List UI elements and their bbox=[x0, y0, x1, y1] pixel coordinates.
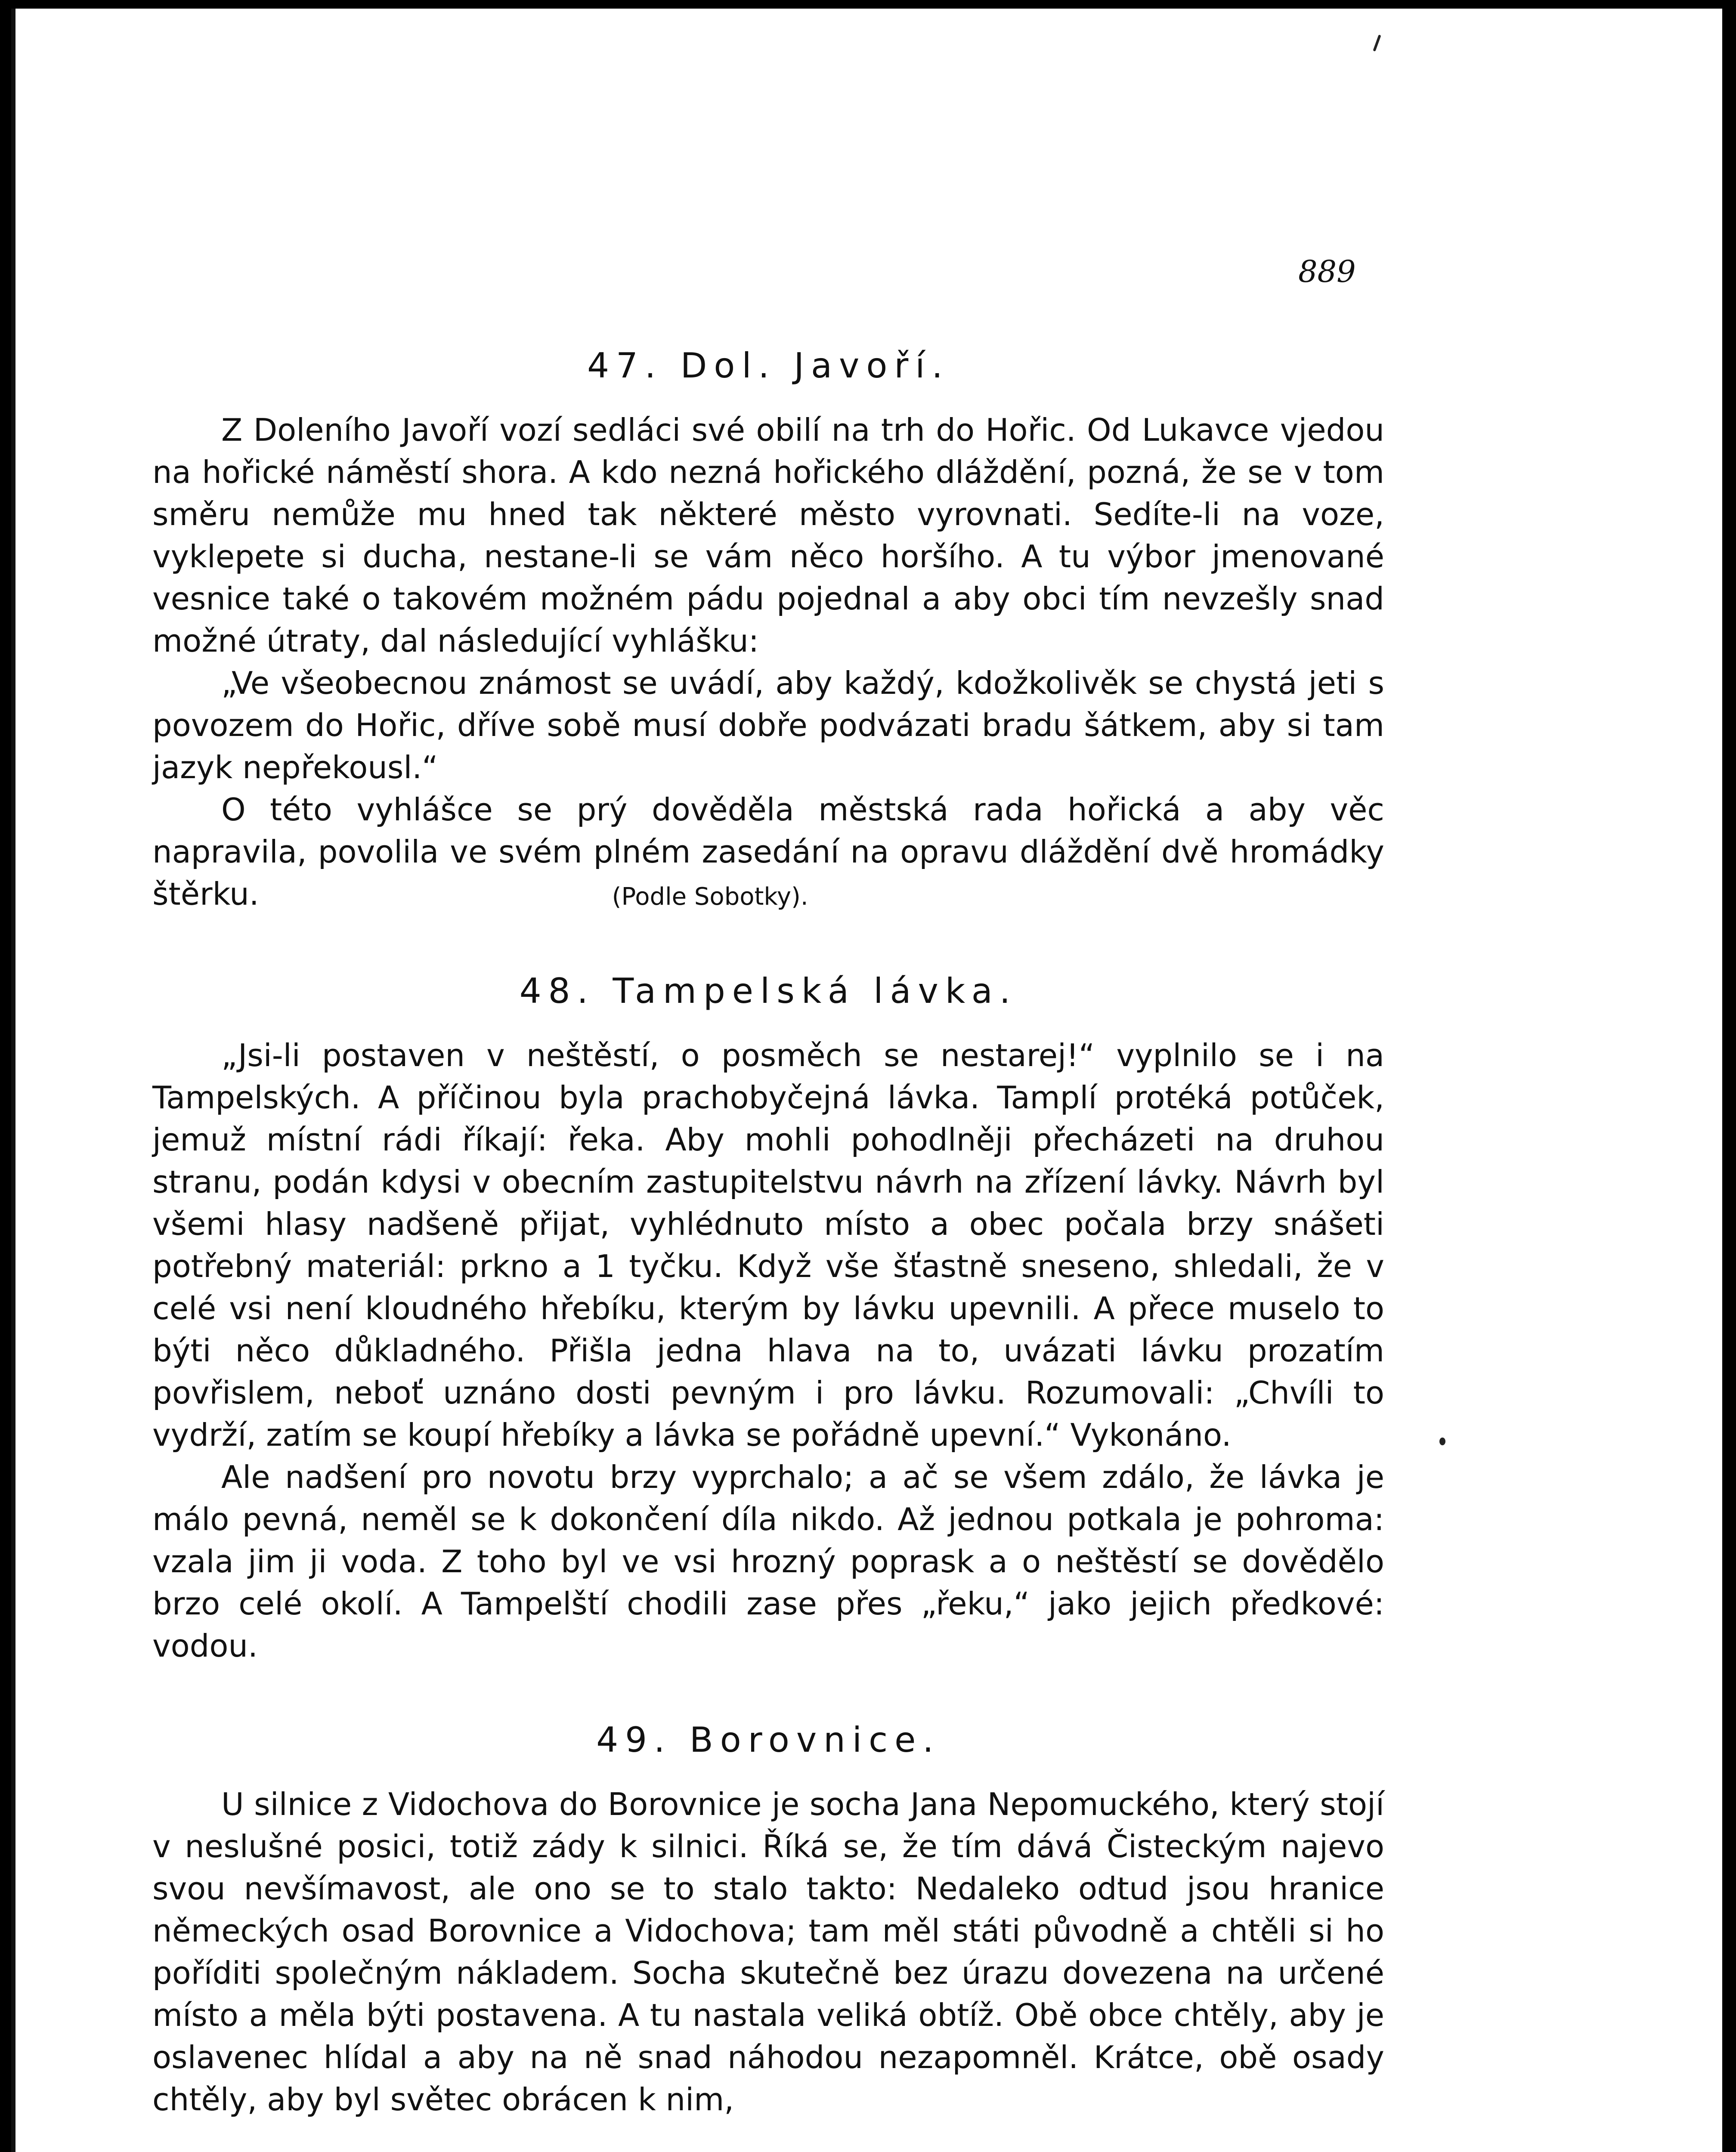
section-heading: 47. Dol. Javoří. bbox=[587, 346, 950, 386]
source-citation: (Podle Sobotky). bbox=[612, 883, 808, 911]
section-dol-javori bbox=[152, 344, 1384, 918]
page-content bbox=[152, 344, 1384, 2121]
paragraph: Z Doleního Javoří vozí sedláci své obilí na trh do Hořic. Od Lukavce vjedou na hořické náměstí shora. A kdo nezná hořického dláždění, pozná, že se v tom směru nemůže mu hned tak některé město vyrovnati. Sedíte-li na voze, vyklepete si ducha, nestane-li se vám něco horšího. A tu výbor jmenované vesnice také o takovém možném pádu pojednal a aby obci tím nevzešly snad možné útraty, dal následující vyhlášku: bbox=[152, 412, 1384, 659]
section-heading: 48. Tampelská lávka. bbox=[519, 971, 1018, 1011]
section-tampelska-lavka bbox=[152, 970, 1384, 1667]
book-page bbox=[11, 9, 1722, 2152]
section-heading: 49. Borovnice. bbox=[596, 1720, 941, 1760]
scan-mark bbox=[1373, 34, 1381, 52]
page-spine-shadow bbox=[11, 9, 15, 2152]
section-borovnice bbox=[152, 1719, 1384, 2121]
paragraph bbox=[152, 788, 1384, 918]
paragraph: Ale nadšení pro novotu brzy vyprchalo; a ač se všem zdálo, že lávka je málo pevná, neměl se k dokončení díla nikdo. Až jednou potkala je pohroma: vzala jim ji voda. Z toho byl ve vsi hrozný poprask a o neštěstí se dovědělo brzo celé okolí. A Tampelští chodili zase přes „řeku,“ jako jejich předkové: vodou. bbox=[152, 1459, 1384, 1664]
paragraph-text: O této vyhlášce se prý dověděla městská rada hořická a aby věc napravila, povolila ve svém plném zasedání na opravu dláždění dvě hromádky štěrku. bbox=[152, 792, 1384, 912]
paragraph: „Jsi-li postaven v neštěstí, o posměch se nestarej!“ vyplnilo se i na Tampelských. A příčinou byla prachobyčejná lávka. Tamplí protéká potůček, jemuž místní rádi říkají: řeka. Aby mohli pohodlněji přecházeti na druhou stranu, podán kdysi v obecním zastupitelstvu návrh na zřízení lávky. Návrh byl všemi hlasy nadšeně přijat, vyhlédnuto místo a obec počala brzy snášeti potřebný materiál: prkno a 1 tyčku. Když vše šťastně sneseno, shledali, že v celé vsi není kloudného hřebíku, kterým by lávku upevnili. A přece muselo to býti něco důkladného. Přišla jedna hlava na to, uvázati lávku prozatím povřislem, neboť uznáno dosti pevným i pro lávku. Rozumovali: „Chvíli to vydrží, zatím se koupí hřebíky a lávka se pořádně upevní.“ Vykonáno. bbox=[152, 1037, 1384, 1453]
scan-speck bbox=[1439, 1438, 1445, 1445]
page-number: 889 bbox=[1298, 254, 1356, 289]
paragraph-quote: „Ve všeobecnou známost se uvádí, aby každý, kdožkolivěk se chystá jeti s povozem do Hořic, dříve sobě musí dobře podvázati bradu šátkem, aby si tam jazyk nepřekousl.“ bbox=[152, 665, 1384, 785]
paragraph: U silnice z Vidochova do Borovnice je socha Jana Nepomuckého, který stojí v neslušné posici, totiž zády k silnici. Říká se, že tím dává Čisteckým najevo svou nevšímavost, ale ono se to stalo takto: Nedaleko odtud jsou hranice německých osad Borovnice a Vidochova; tam měl státi původně a chtěli si ho poříditi společným nákladem. Socha skutečně bez úrazu dovezena na určené místo a měla býti postavena. A tu nastala veliká obtíž. Obě obce chtěly, aby je oslavenec hlídal a aby na ně snad náhodou nezapomněl. Krátce, obě osady chtěly, aby byl světec obrácen k nim, bbox=[152, 1786, 1384, 2118]
